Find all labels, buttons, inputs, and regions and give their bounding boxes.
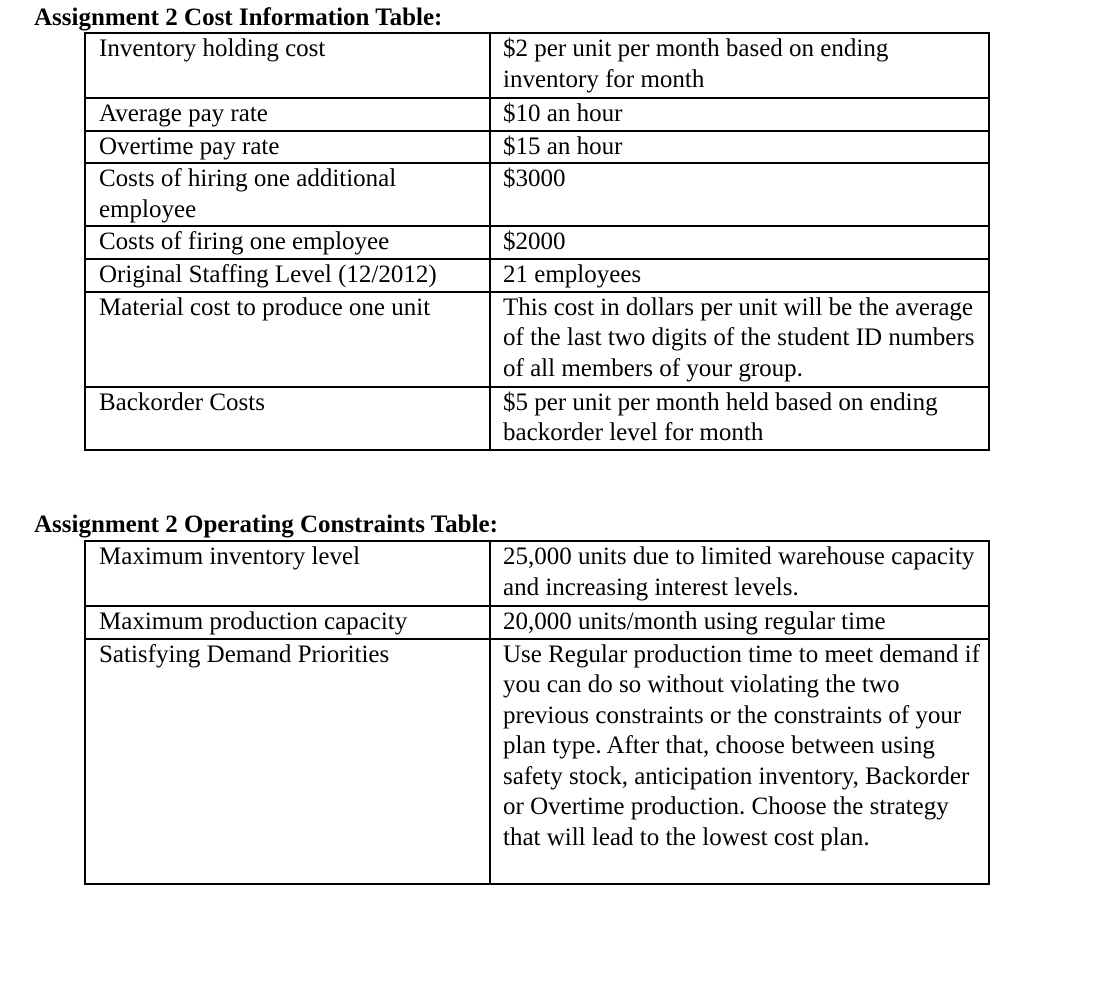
- table-row: [85, 639, 989, 884]
- row-value: $3000: [490, 163, 989, 226]
- row-value: 21 employees: [490, 259, 989, 292]
- row-label: Maximum production capacity: [85, 606, 490, 639]
- row-label: Inventory holding cost: [85, 33, 490, 98]
- constraints-table-heading: Assignment 2 Operating Constraints Table:: [34, 511, 498, 538]
- table-row: [85, 292, 989, 387]
- table-row: [85, 259, 989, 292]
- row-label: Maximum inventory level: [85, 541, 490, 606]
- row-label: Costs of hiring one additional employee: [85, 163, 490, 226]
- table-row: [85, 98, 989, 131]
- row-value: $2 per unit per month based on ending inventory for month: [490, 33, 989, 98]
- row-value: 25,000 units due to limited warehouse capacity and increasing interest levels.: [490, 541, 989, 606]
- table-row: [85, 606, 989, 639]
- row-value: Use Regular production time to meet demand if you can do so without violating the two previous constraints or the constraints of your plan type. After that, choose between using safety stock, anticipation inventory, Backorder or Overtime production. Choose the strategy that will lead to the lowest cost plan.: [490, 639, 989, 884]
- row-value: $5 per unit per month held based on ending backorder level for month: [490, 387, 989, 450]
- row-label: Original Staffing Level (12/2012): [85, 259, 490, 292]
- operating-constraints-table: [84, 540, 990, 885]
- table-row: [85, 131, 989, 164]
- row-value: 20,000 units/month using regular time: [490, 606, 989, 639]
- row-value: $10 an hour: [490, 98, 989, 131]
- row-value: This cost in dollars per unit will be the average of the last two digits of the student ID numbers of all members of your group.: [490, 292, 989, 387]
- table-row: [85, 387, 989, 450]
- cost-information-table: [84, 32, 990, 451]
- table-row: [85, 163, 989, 226]
- row-label: Costs of firing one employee: [85, 226, 490, 259]
- row-label: Satisfying Demand Priorities: [85, 639, 490, 884]
- row-label: Material cost to produce one unit: [85, 292, 490, 387]
- cost-table-heading: Assignment 2 Cost Information Table:: [34, 4, 443, 31]
- table-row: [85, 226, 989, 259]
- row-label: Overtime pay rate: [85, 131, 490, 164]
- row-label: Average pay rate: [85, 98, 490, 131]
- row-value: $2000: [490, 226, 989, 259]
- row-value: $15 an hour: [490, 131, 989, 164]
- table-row: [85, 33, 989, 98]
- row-label: Backorder Costs: [85, 387, 490, 450]
- table-row: [85, 541, 989, 606]
